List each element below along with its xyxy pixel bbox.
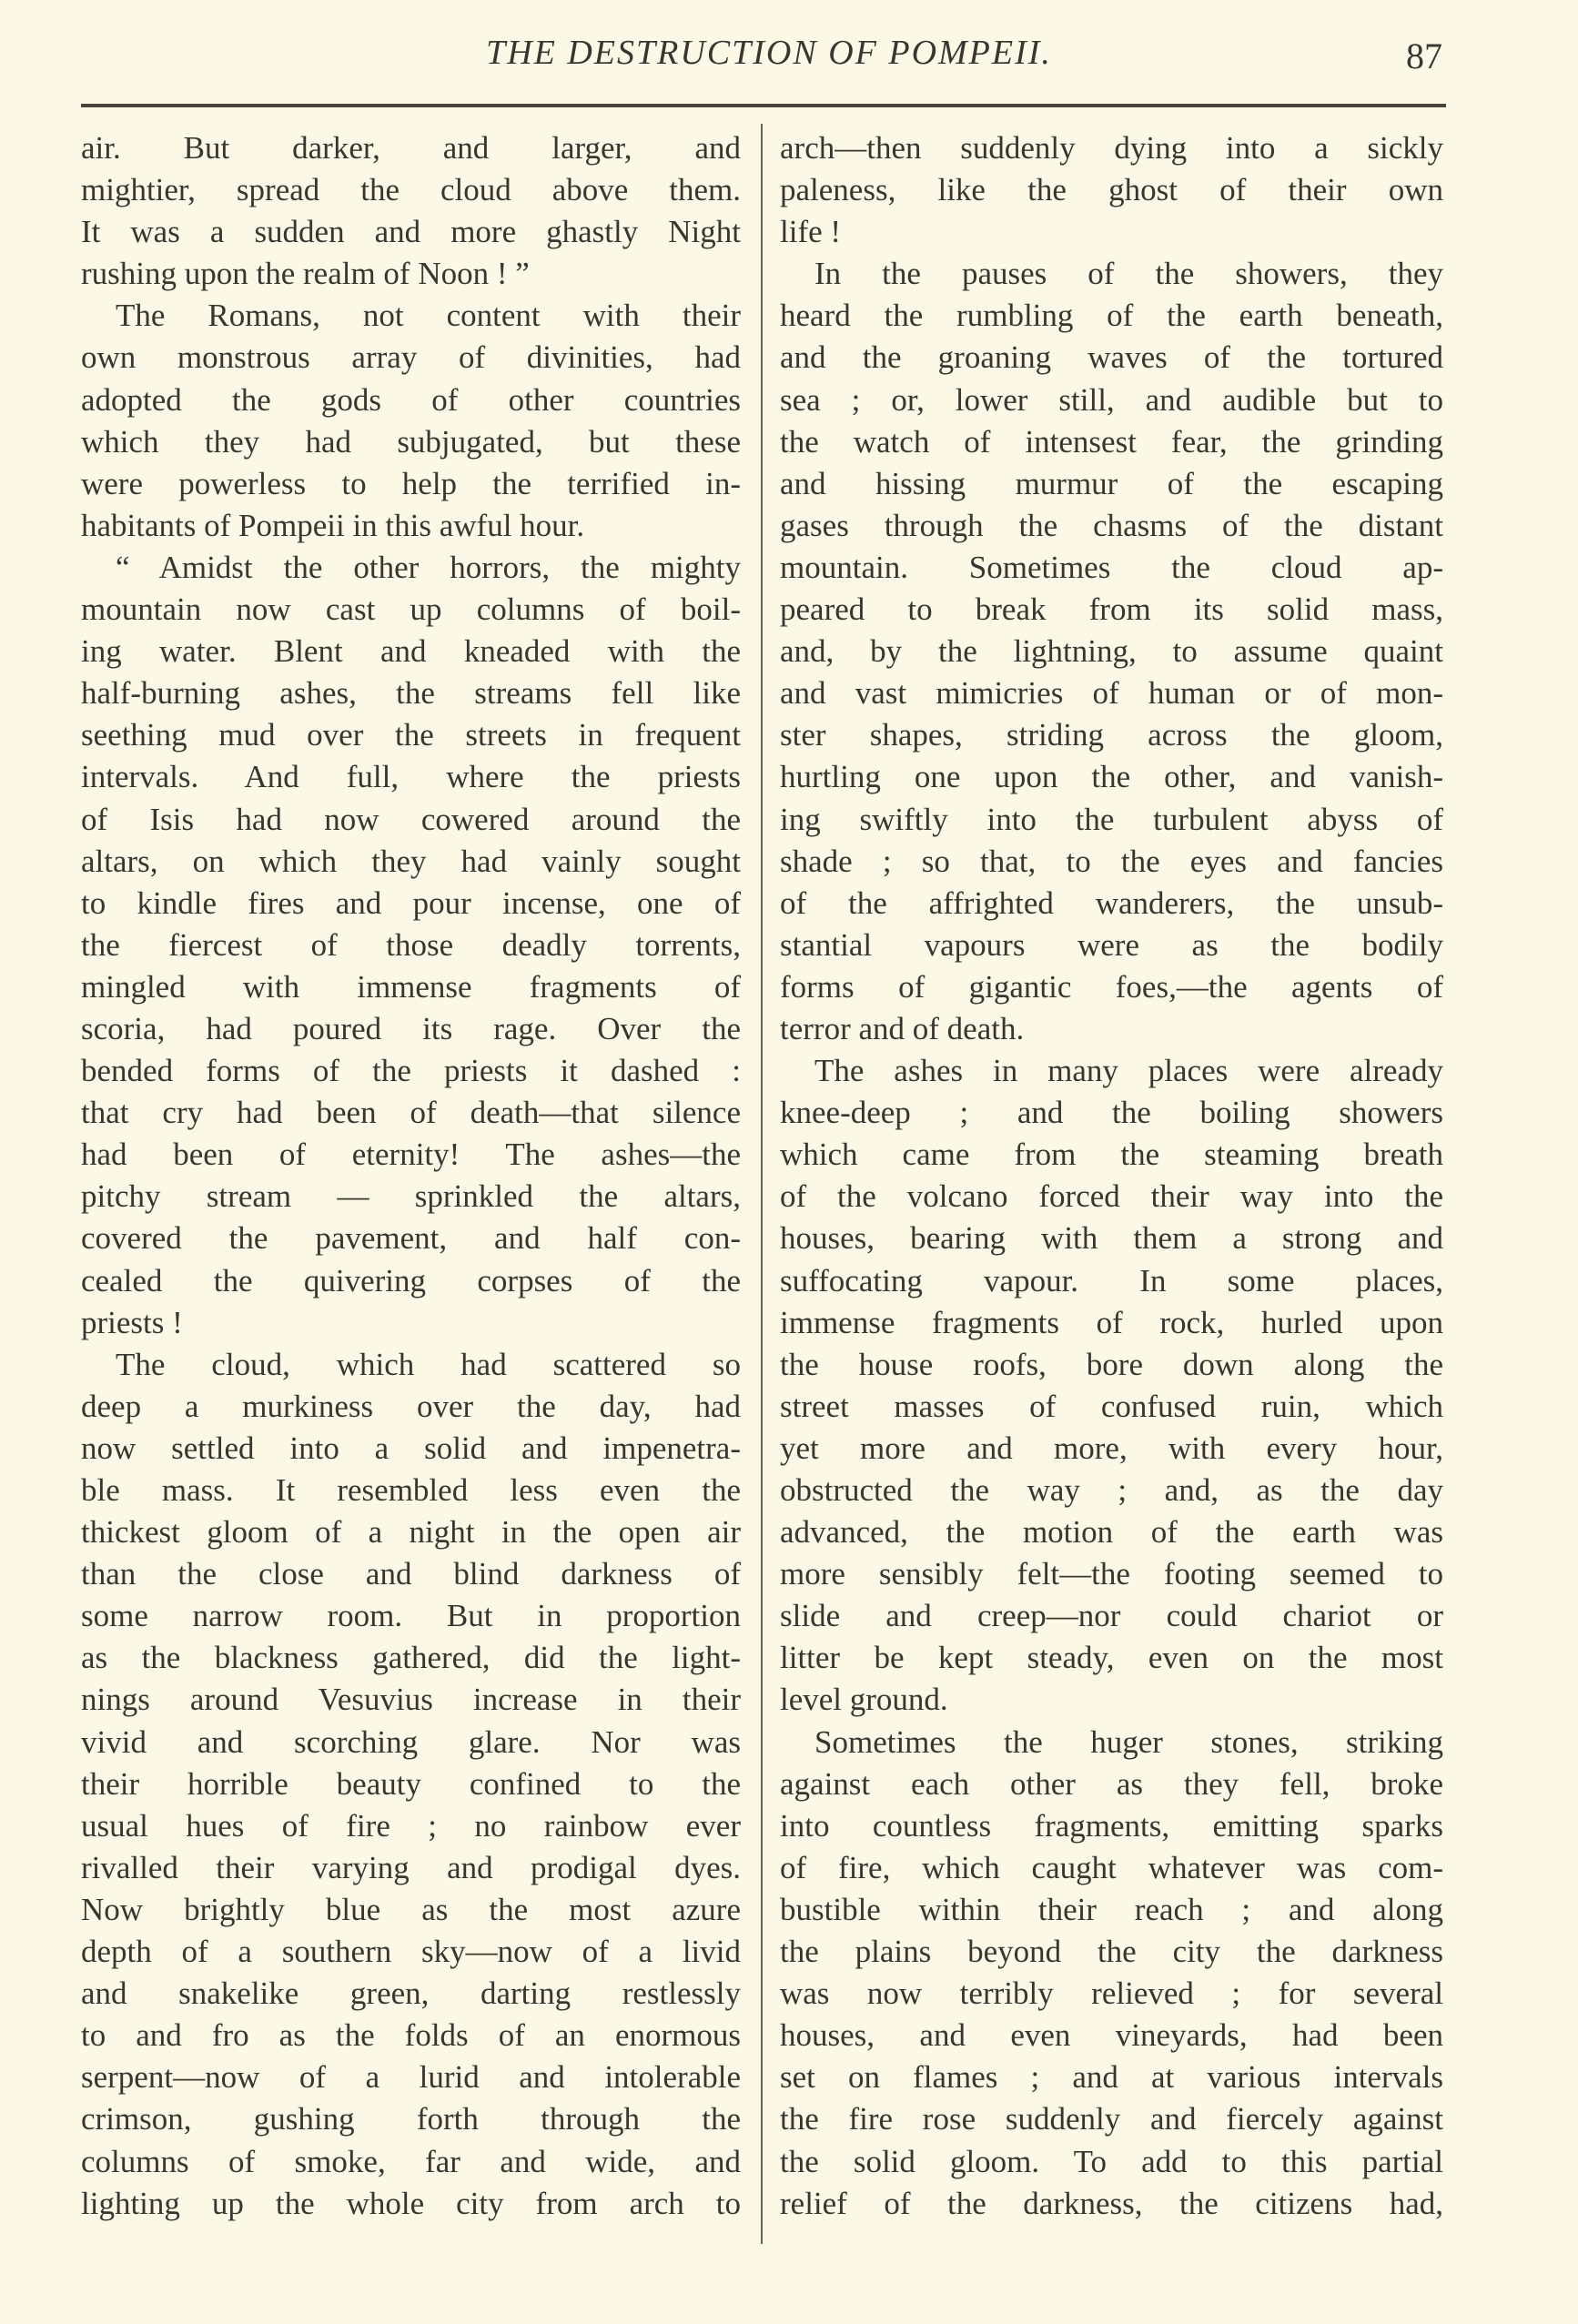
text-line: The ashes in many places were already	[814, 1053, 1443, 1089]
text-line: some narrow room. But in proportion	[81, 1598, 741, 1634]
text-line: vivid and scorching glare. Nor was	[81, 1723, 741, 1760]
text-line: arch—then suddenly dying into a sickly	[780, 130, 1443, 166]
text-line: the plains beyond the city the darkness	[780, 1934, 1443, 1970]
text-line: thickest gloom of a night in the open air	[81, 1514, 741, 1551]
text-line: mightier, spread the cloud above them.	[81, 172, 741, 208]
text-line: ing water. Blent and kneaded with the	[81, 633, 741, 670]
text-line: serpent—now of a lurid and intolerable	[81, 2059, 741, 2096]
text-line: of fire, which caught whatever was com-	[780, 1849, 1443, 1885]
text-line: mountain now cast up columns of boil-	[81, 591, 741, 628]
text-line: into countless fragments, emitting sparks	[780, 1807, 1443, 1844]
text-line: and the groaning waves of the tortured	[780, 339, 1443, 376]
text-line: cealed the quivering corpses of the	[81, 1262, 741, 1298]
text-line: bended forms of the priests it dashed :	[81, 1053, 741, 1089]
text-line: than the close and blind darkness of	[81, 1556, 741, 1592]
text-line: as the blackness gathered, did the light-	[81, 1640, 741, 1676]
text-line: obstructed the way ; and, as the day	[780, 1472, 1443, 1508]
text-line: and hissing murmur of the escaping	[780, 465, 1443, 501]
text-line: own monstrous array of divinities, had	[81, 339, 741, 376]
text-line: The Romans, not content with their	[116, 298, 741, 334]
text-line: paleness, like the ghost of their own	[780, 172, 1443, 208]
text-line: to and fro as the folds of an enormous	[81, 2017, 741, 2054]
running-head-title: THE DESTRUCTION OF POMPEII.	[486, 34, 1052, 72]
text-line: Sometimes the huger stones, striking	[814, 1723, 1443, 1760]
text-line: suffocating vapour. In some places,	[780, 1262, 1443, 1298]
text-line: more sensibly felt—the footing seemed to	[780, 1556, 1443, 1592]
text-line: level ground.	[780, 1682, 948, 1718]
text-line: heard the rumbling of the earth beneath,	[780, 298, 1443, 334]
text-line: their horrible beauty confined to the	[81, 1765, 741, 1802]
text-line: set on flames ; and at various intervals	[780, 2059, 1443, 2096]
text-line: rivalled their varying and prodigal dyes.	[81, 1849, 741, 1885]
text-line: advanced, the motion of the earth was	[780, 1514, 1443, 1551]
text-line: forms of gigantic foes,—the agents of	[780, 968, 1443, 1005]
text-line: houses, and even vineyards, had been	[780, 2017, 1443, 2054]
text-line: pitchy stream — sprinkled the altars,	[81, 1178, 741, 1215]
text-line: bustible within their reach ; and along	[780, 1891, 1443, 1927]
text-line: nings around Vesuvius increase in their	[81, 1682, 741, 1718]
text-line: which came from the steaming breath	[780, 1137, 1443, 1173]
text-line: street masses of confused ruin, which	[780, 1388, 1443, 1424]
text-line: shade ; so that, to the eyes and fancies	[780, 843, 1443, 879]
text-line: mingled with immense fragments of	[81, 968, 741, 1005]
text-line: ing swiftly into the turbulent abyss of	[780, 801, 1443, 837]
text-line: altars, on which they had vainly sought	[81, 843, 741, 879]
text-line: mountain. Sometimes the cloud ap-	[780, 549, 1443, 585]
text-line: the house roofs, bore down along the	[780, 1346, 1443, 1382]
text-line: against each other as they fell, broke	[780, 1765, 1443, 1802]
text-line: and snakelike green, darting restlessly	[81, 1975, 741, 2012]
text-line: to kindle fires and pour incense, one of	[81, 884, 741, 921]
right-column	[780, 127, 1443, 2225]
text-line: In the pauses of the showers, they	[814, 256, 1443, 292]
text-line: terror and of death.	[780, 1010, 1025, 1046]
text-line: Now brightly blue as the most azure	[81, 1891, 741, 1927]
text-line: that cry had been of death—that silence	[81, 1095, 741, 1131]
text-line: peared to break from its solid mass,	[780, 591, 1443, 628]
page-number: 87	[1406, 35, 1442, 76]
text-line: covered the pavement, and half con-	[81, 1220, 741, 1257]
text-line: and, by the lightning, to assume quaint	[780, 633, 1443, 670]
text-line: slide and creep—nor could chariot or	[780, 1598, 1443, 1634]
text-line: The cloud, which had scattered so	[116, 1346, 741, 1382]
text-line: of the affrighted wanderers, the unsub-	[780, 884, 1443, 921]
left-column	[81, 127, 741, 2225]
text-line: hurtling one upon the other, and vanish-	[780, 759, 1443, 795]
text-line: the watch of intensest fear, the grinding	[780, 423, 1443, 460]
text-line: of Isis had now cowered around the	[81, 801, 741, 837]
text-line: were powerless to help the terrified in-	[81, 465, 741, 501]
column-divider	[761, 124, 763, 2244]
text-line: sea ; or, lower still, and audible but to	[780, 381, 1443, 418]
header-rule	[81, 104, 1446, 107]
text-line: scoria, had poured its rage. Over the	[81, 1010, 741, 1046]
text-line: the fiercest of those deadly torrents,	[81, 926, 741, 963]
text-line: “ Amidst the other horrors, the mighty	[116, 549, 741, 585]
text-line: was now terribly relieved ; for several	[780, 1975, 1443, 2012]
text-line: life !	[780, 214, 842, 250]
text-line: lighting up the whole city from arch to	[81, 2185, 741, 2221]
text-line: seething mud over the streets in frequent	[81, 717, 741, 753]
text-line: usual hues of fire ; no rainbow ever	[81, 1807, 741, 1844]
text-line: which they had subjugated, but these	[81, 423, 741, 460]
text-line: habitants of Pompeii in this awful hour.	[81, 507, 585, 543]
text-line: priests !	[81, 1304, 183, 1340]
text-line: stantial vapours were as the bodily	[780, 926, 1443, 963]
text-line: of the volcano forced their way into the	[780, 1178, 1443, 1215]
text-line: knee-deep ; and the boiling showers	[780, 1095, 1443, 1131]
text-line: ster shapes, striding across the gloom,	[780, 717, 1443, 753]
text-line: It was a sudden and more ghastly Night	[81, 214, 741, 250]
text-line: houses, bearing with them a strong and	[780, 1220, 1443, 1257]
text-line: now settled into a solid and impenetra-	[81, 1430, 741, 1466]
text-line: litter be kept steady, even on the most	[780, 1640, 1443, 1676]
text-line: gases through the chasms of the distant	[780, 507, 1443, 543]
text-line: adopted the gods of other countries	[81, 381, 741, 418]
text-line: half-burning ashes, the streams fell like	[81, 675, 741, 712]
text-line: and vast mimicries of human or of mon-	[780, 675, 1443, 712]
text-line: yet more and more, with every hour,	[780, 1430, 1443, 1466]
text-line: ble mass. It resembled less even the	[81, 1472, 741, 1508]
text-line: columns of smoke, far and wide, and	[81, 2143, 741, 2179]
text-line: the fire rose suddenly and fiercely against	[780, 2101, 1443, 2137]
text-line: relief of the darkness, the citizens had,	[780, 2185, 1443, 2221]
text-line: the solid gloom. To add to this partial	[780, 2143, 1443, 2179]
text-line: deep a murkiness over the day, had	[81, 1388, 741, 1424]
text-line: depth of a southern sky—now of a livid	[81, 1934, 741, 1970]
text-line: rushing upon the realm of Noon ! ”	[81, 256, 530, 292]
text-line: had been of eternity! The ashes—the	[81, 1137, 741, 1173]
text-line: immense fragments of rock, hurled upon	[780, 1304, 1443, 1340]
text-line: crimson, gushing forth through the	[81, 2101, 741, 2137]
text-line: intervals. And full, where the priests	[81, 759, 741, 795]
text-line: air. But darker, and larger, and	[81, 130, 741, 166]
